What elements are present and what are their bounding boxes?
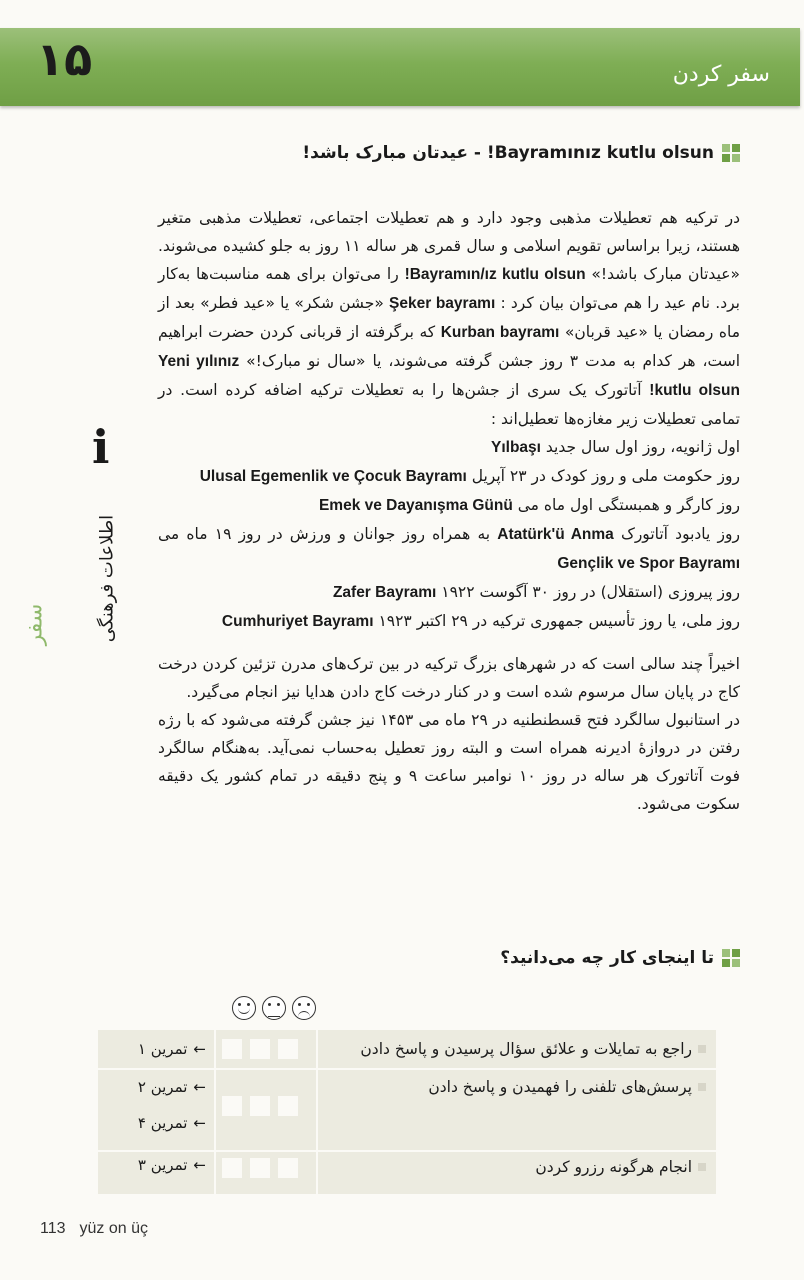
holiday-list-item: روز حکومت ملی و روز کودک در ۲۳ آپریل Ulusal Egemenlik ve Çocuk Bayramı: [199, 467, 740, 485]
rating-checkbox[interactable]: [278, 1158, 298, 1178]
page-footer: [40, 1220, 148, 1238]
holiday-list-item: روز کارگر و همبستگی اول ماه می Emek ve Dayanışma Günü: [318, 496, 740, 514]
rating-checkbox[interactable]: [222, 1158, 242, 1178]
self-check-row: انجام هرگونه رزرو کردن: [535, 1158, 706, 1176]
cultural-info-label: اطلاعات فرهنگی: [96, 514, 118, 643]
paragraph-intro: در ترکیه هم تعطیلات مذهبی وجود دارد و هم تعطیلات اجتماعی، تعطیلات مذهبی متغیر هستند، زیرا براساس تقویم اسلامی و سال قمری هر ساله ۱۱ روز به جلو کشیده می‌شوند. «عیدتان مبارک باشد!» Bayramın/ız kutlu olsun! را می‌توان برای همه مناسبت‌ها به‌کار برد. نام عید را هم می‌توان بیان کرد : Şeker bayramı «جشن شکر» یا «عید فطر» بعد از ماه رمضان یا «عید قربان» Kurban bayramı که برگرفته از قربانی کردن حضرت ابراهیم است، هر کدام به مدت ۳ روز جشن گرفته می‌شوند، یا «سال نو مبارک!» Yeni yılınız kutlu olsun! آتاتورک یک سری از جشن‌ها را به تعطیلات ترکیه اضافه کرده است. در تمامی تعطیلات زیر مغازه‌ها تعطیل‌اند :: [158, 209, 741, 428]
neutral-face-icon: [262, 996, 286, 1020]
info-icon: i: [92, 420, 110, 474]
rating-checkbox[interactable]: [250, 1039, 270, 1059]
holiday-list-item: روز ملی، یا روز تأسیس جمهوری ترکیه در ۲۹ اکتبر ۱۹۲۳ Cumhuriyet Bayramı: [221, 612, 740, 630]
self-check-table: [98, 1030, 716, 1194]
exercise-ref[interactable]: ← تمرین ۲: [137, 1078, 206, 1096]
rating-checkbox[interactable]: [250, 1096, 270, 1116]
arrow-left-icon: ←: [193, 1040, 206, 1058]
self-check-row: راجع به تمایلات و علائق سؤال پرسیدن و پاسخ دادن: [360, 1040, 706, 1058]
section-heading-text: تا اینجای کار چه می‌دانید؟: [500, 948, 714, 968]
exercise-ref[interactable]: ← تمرین ۴: [137, 1114, 206, 1132]
smiling-face-icon: [232, 996, 256, 1020]
page-number-words: yüz on üç: [79, 1220, 148, 1237]
rating-checkbox[interactable]: [250, 1158, 270, 1178]
arrow-left-icon: ←: [193, 1114, 206, 1132]
arrow-left-icon: ←: [193, 1156, 206, 1174]
holiday-list-item: روز یادبود آتاتورک Atatürk'ü Anma به همراه روز جوانان و ورزش در روز ۱۹ ماه می Gençlik ve Spor Bayramı: [158, 525, 740, 572]
rating-checkbox[interactable]: [222, 1039, 242, 1059]
chapter-number: ۱۵: [36, 32, 93, 86]
holiday-list-item: اول ژانویه، روز اول سال جدید Yılbaşı: [491, 438, 740, 456]
exercise-ref[interactable]: ← تمرین ۳: [137, 1156, 206, 1174]
page-number: 113: [40, 1220, 66, 1237]
article-body: [158, 204, 740, 818]
cultural-info-sidebar: [82, 420, 132, 660]
paragraph-istanbul: در استانبول سالگرد فتح قسطنطنیه در ۲۹ ماه می ۱۴۵۳ نیز جشن گرفته می‌شود که با رژه رفتن در دروازهٔ ادیرنه همراه است و البته روز تعطیل به‌حساب نمی‌آید. به‌هنگام سالگرد فوت آتاتورک هر ساله در روز ۱۰ نوامبر ساعت ۹ و پنج دقیقه در تمام کشور یک دقیقه سکوت می‌شود.: [158, 711, 741, 813]
rating-checkboxes: [222, 1158, 298, 1178]
rating-checkboxes: [222, 1039, 298, 1059]
green-squares-icon: [722, 144, 740, 162]
rating-checkboxes: [222, 1096, 298, 1116]
exercise-ref[interactable]: ← تمرین ۱: [137, 1040, 206, 1058]
rating-faces: [232, 996, 316, 1020]
chapter-title: سفر کردن: [672, 62, 770, 87]
section-heading-text: Bayramınız kutlu olsun! - عیدتان مبارک باشد!: [302, 143, 714, 163]
arrow-left-icon: ←: [193, 1078, 206, 1096]
theme-label: سفر: [22, 603, 48, 646]
section-heading-holiday: [302, 143, 740, 163]
holiday-list-item: روز پیروزی (استقلال) در روز ۳۰ آگوست ۱۹۲۲ Zafer Bayramı: [332, 583, 740, 601]
bullet-square-icon: [698, 1045, 706, 1053]
rating-checkbox[interactable]: [222, 1096, 242, 1116]
paragraph-christmas-tree: اخیراً چند سالی است که در شهرهای بزرگ ترکیه در بین ترک‌های مدرن تزئین کردن درخت کاج در پایان سال مرسوم شده است و در کنار درخت کاج دادن هدایا نیز انجام می‌گیرد.: [158, 655, 740, 701]
self-check-row: پرسش‌های تلفنی را فهمیدن و پاسخ دادن: [428, 1078, 706, 1096]
bullet-square-icon: [698, 1163, 706, 1171]
section-heading-self-check: [500, 948, 740, 968]
chapter-header: [0, 28, 800, 106]
frowning-face-icon: [292, 996, 316, 1020]
rating-checkbox[interactable]: [278, 1039, 298, 1059]
bullet-square-icon: [698, 1083, 706, 1091]
green-squares-icon: [722, 949, 740, 967]
rating-checkbox[interactable]: [278, 1096, 298, 1116]
